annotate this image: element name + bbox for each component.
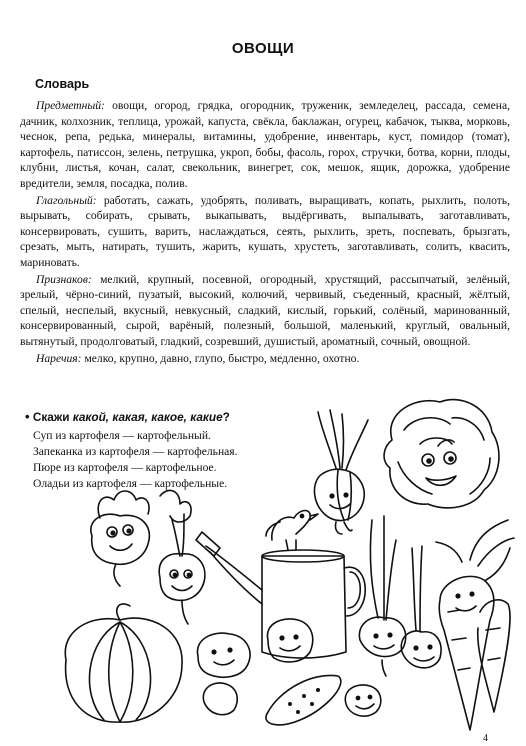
radish-illustration [159, 490, 205, 624]
dictionary-text: овощи, огород, грядка, огородник, труженик, земледелец, рассада, семена, дачник, колхозник, теплица, урожай, капуста, свёкла, баклажан, огурец, кабачок, тыква, морковь, чеснок, репа, редька, минералы, витамины, удобрение, инвентарь, куст, помидор (томат), картофель, патиссон, зелень, петрушка, укроп, бобы, фасоль, горох, стручки, ботва, корни, плоды, клубни, листья, кочан, салат, свекольник, винегрет, сок, мешок, ящик, дорожка, удобрение вредители, земля, посадка, полив. [20, 99, 510, 190]
page-number: 4 [483, 733, 488, 744]
onion-illustration [314, 410, 368, 534]
pumpkin-illustration [65, 604, 182, 722]
bullet-icon: • [25, 409, 30, 424]
exercise-line: Запеканка из картофеля — картофельная. [33, 445, 238, 458]
exercise-line: Оладьи из картофеля — картофельные. [33, 477, 228, 490]
exercise-prompt: Скажи [32, 410, 70, 424]
exercise-prompt-words: какой, какая, какое, какие [72, 410, 223, 424]
carrots-illustration [436, 520, 514, 730]
dictionary-term: Глагольный: [36, 193, 97, 207]
beet-illustration [91, 491, 150, 586]
dictionary-text: мелкий, крупный, посевной, огородный, хрустящий, рассыпчатый, зелёный, зрелый, чёрно-синий, пузатый, высокий, колючий, червивый, съеденный, красный, жёлтый, спелый, неспелый, вкусный, невкусный, сладкий, кислый, горький, солёный, маринованный, консервированный, сырой, варёный, полезный, большой, маленький, круглый, овальный, вытянутый, продолговатый, гладкий, созревший, душистый, ароматный, сочный, овощной. [20, 272, 510, 348]
page-title: ОВОЩИ [231, 40, 295, 57]
cucumber-illustration [266, 675, 341, 724]
onion-pair-illustration [359, 516, 441, 676]
exercise-line: Пюре из картофеля — картофельное. [33, 461, 217, 474]
exercise-question-mark: ? [222, 410, 230, 424]
dictionary-text: работать, сажать, удобрять, поливать, выращивать, копать, рыхлить, полоть, вырывать, собирать, срывать, выкапывать, выдёргивать, выпалывать, заготавливать, консервировать, сушить, варить, наслаждаться, сеять, рыхлить, зреть, поспевать, брызгать, срезать, мыть, натирать, тушить, жарить, кушать, хрустеть, заготавливать, солить, квасить, мариновать. [20, 193, 510, 269]
exercise-line: Суп из картофеля — картофельный. [33, 429, 211, 442]
dictionary-term: Признаков: [36, 272, 92, 286]
cabbage-illustration [384, 400, 499, 508]
dictionary-term: Предметный: [36, 99, 105, 112]
dictionary-heading: Словарь [35, 77, 90, 91]
potatoes-illustration [197, 619, 380, 716]
dictionary-term: Наречия: [36, 351, 82, 365]
dictionary-text: мелко, крупно, давно, глупо, быстро, медленно, охотно. [84, 351, 360, 365]
